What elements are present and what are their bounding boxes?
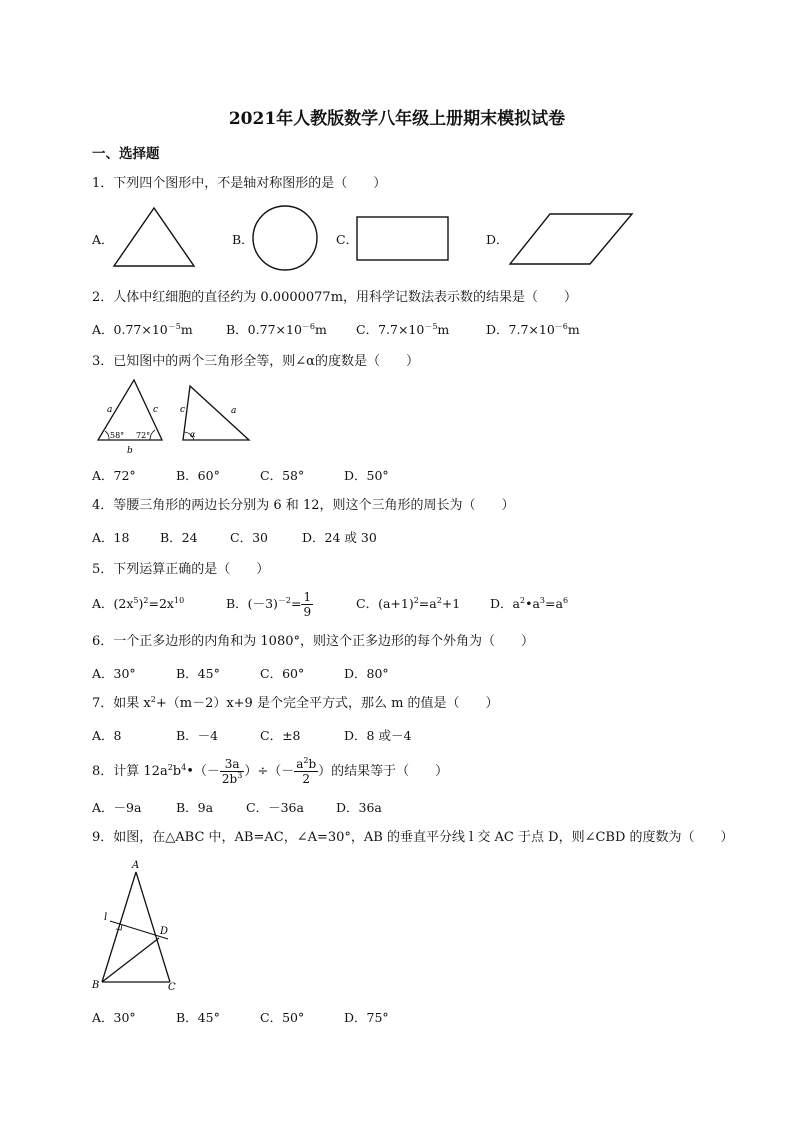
q7-option-a: A．8 <box>92 728 122 743</box>
q7-option-c: C．±8 <box>260 728 301 743</box>
q2-option-b: B．$0.77\times 10^{-6}m$ <box>226 322 327 337</box>
question-2-stem: 2．人体中红细胞的直径约为 0.0000077m，用科学记数法表示数的结果是（ ） <box>92 290 578 305</box>
question-3-stem: 3．已知图中的两个三角形全等，则∠α的度数是（ ） <box>92 354 419 369</box>
q9-label-b: B <box>92 980 100 991</box>
q5-fraction: $\frac{1}{9}$ <box>303 590 312 619</box>
q1-rectangle-figure <box>356 216 450 262</box>
q8-option-d: D．36a <box>336 800 382 815</box>
q9-option-b: B．45° <box>176 1010 220 1025</box>
q1-option-d-label: D． <box>486 232 509 247</box>
q4-option-a: A．18 <box>92 530 130 545</box>
q3-option-d: D．50° <box>344 468 389 483</box>
q8-option-b: B．9a <box>176 800 214 815</box>
q2-option-d: D．$7.7\times 10^{-6}m$ <box>486 322 580 337</box>
q8-fraction-1: $\frac{3a}{2b^3}$ <box>221 757 243 786</box>
section-heading: 一、选择题 <box>92 146 160 162</box>
q3-congruent-triangles-figure <box>92 376 258 458</box>
q5-option-d: D．$a^2•a^3=a^6$ <box>490 596 569 611</box>
q5-option-a: A．$(2x^5)^2=2x^{10}$ <box>92 596 185 611</box>
q4-option-b: B．24 <box>160 530 198 545</box>
q3-angle-72: 72° <box>136 431 151 440</box>
q9-option-c: C．50° <box>260 1010 305 1025</box>
q8-fraction-2: $\frac{a^2b}{2}$ <box>296 756 317 786</box>
q2-option-a: A．$0.77\times 10^{-5}m$ <box>92 322 193 337</box>
question-8-stem: 8．计算 $12a^2b^4•(-$ $\frac{3a}{2b^3}$ ）÷（－ $\frac{a^2b}{2}$ ）的结果等于（ ） <box>92 756 449 786</box>
q4-option-c: C．30 <box>230 530 268 545</box>
q3-option-b: B．60° <box>176 468 220 483</box>
question-7-stem: 7．如果 $x^2+(m-2)x+9$ 是个完全平方式，那么 m 的值是（ ） <box>92 695 499 711</box>
q6-option-c: C．60° <box>260 666 305 681</box>
page-title: 2021年人教版数学八年级上册期末模拟试卷 <box>228 109 566 129</box>
q9-triangle-figure <box>90 858 190 994</box>
q9-label-l: l <box>104 912 108 923</box>
q1-parallelogram-figure <box>508 212 634 266</box>
question-4-stem: 4．等腰三角形的两边长分别为 6 和 12，则这个三角形的周长为（ ） <box>92 498 515 513</box>
q6-option-a: A．30° <box>92 666 136 681</box>
q1-circle-figure <box>250 206 320 270</box>
q3-label-c-left: c <box>153 405 159 415</box>
q1-triangle-figure <box>112 206 196 268</box>
q3-label-a-right: a <box>231 406 237 416</box>
question-9-stem: 9．如图，在△ABC 中，AB=AC，∠A=30°，AB 的垂直平分线 l 交 AC 于点 D，则∠CBD 的度数为（ ） <box>92 830 734 845</box>
q3-label-a-left: a <box>107 405 113 415</box>
q8-option-c: C．－36a <box>246 800 304 815</box>
q1-option-c-label: C． <box>336 232 359 247</box>
q1-option-a-label: A． <box>92 232 114 247</box>
q3-label-c-right: c <box>180 405 186 415</box>
question-5-stem: 5．下列运算正确的是（ ） <box>92 562 270 577</box>
q8-option-a: A．－9a <box>92 800 142 815</box>
q4-option-d: D．24 或 30 <box>302 530 377 545</box>
q5-option-b: B．$(-3)^{-2}=$ $\frac{1}{9}$ <box>226 590 312 619</box>
question-6-stem: 6．一个正多边形的内角和为 1080°，则这个正多边形的每个外角为（ ） <box>92 634 534 649</box>
q9-option-d: D．75° <box>344 1010 389 1025</box>
q7-option-b: B．－4 <box>176 728 219 743</box>
q1-option-b-label: B． <box>232 232 254 247</box>
q9-label-d: D <box>160 926 169 937</box>
q2-option-c: C．$7.7\times 10^{-5}m$ <box>356 322 450 337</box>
q3-label-b-left: b <box>127 446 133 456</box>
q6-option-b: B．45° <box>176 666 220 681</box>
q9-label-a: A <box>132 860 140 871</box>
question-1-stem: 1．下列四个图形中，不是轴对称图形的是（ ） <box>92 176 387 191</box>
q6-option-d: D．80° <box>344 666 389 681</box>
q3-label-alpha: α <box>190 430 196 439</box>
q3-angle-58: 58° <box>110 431 125 440</box>
q9-option-a: A．30° <box>92 1010 136 1025</box>
q9-label-c: C <box>168 982 176 993</box>
q5-option-c: C．$(a+1)^2=a^2+1$ <box>356 596 461 611</box>
q3-option-c: C．58° <box>260 468 305 483</box>
q7-option-d: D．8 或－4 <box>344 728 412 743</box>
q3-option-a: A．72° <box>92 468 136 483</box>
